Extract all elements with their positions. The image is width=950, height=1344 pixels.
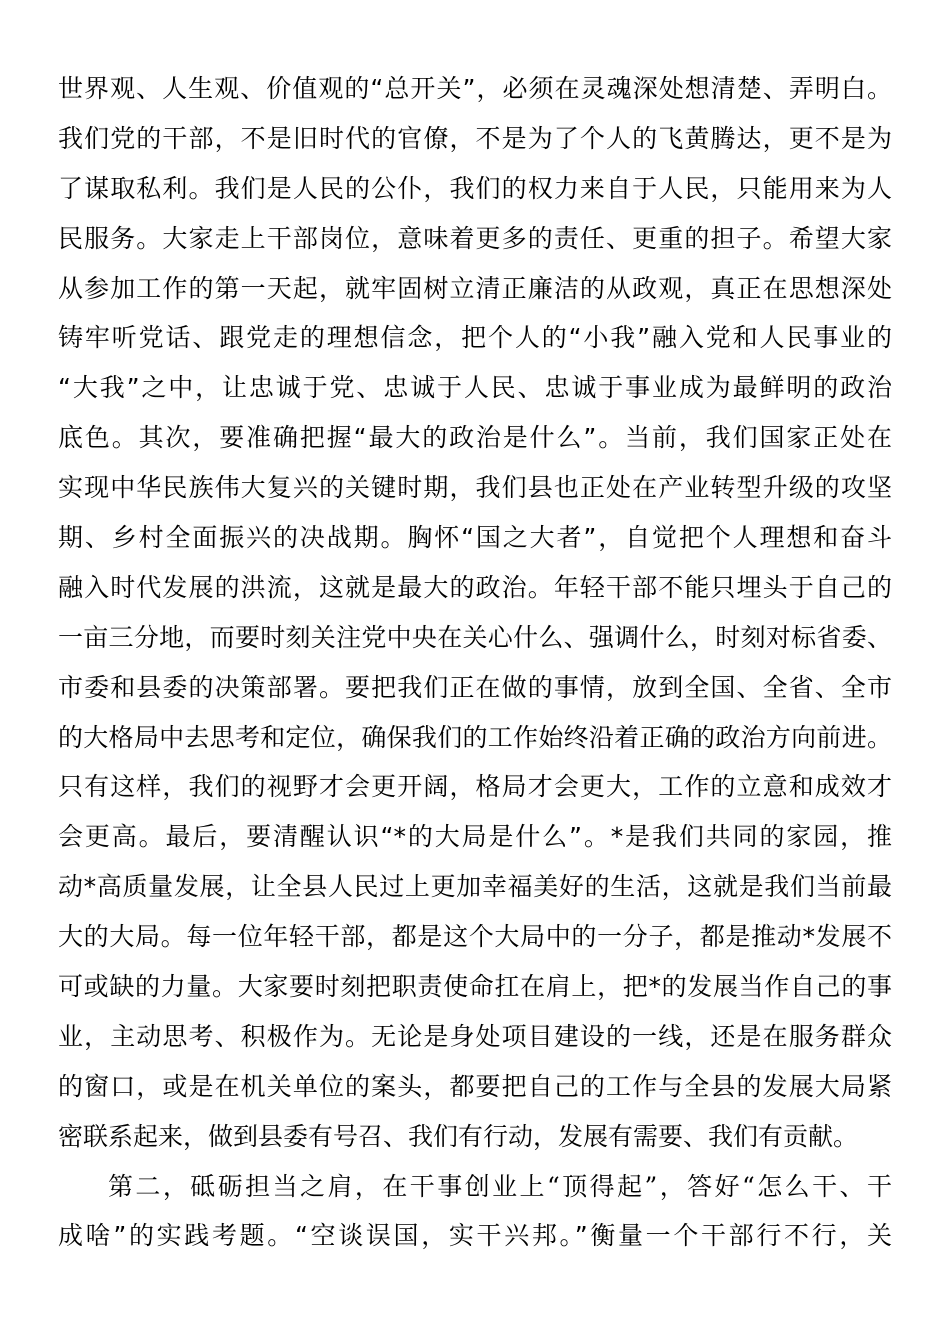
text-line: 只有这样，我们的视野才会更开阔，格局才会更大，工作的立意和成效才: [58, 772, 892, 802]
text-line: 一亩三分地，而要时刻关注党中央在关心什么、强调什么，时刻对标省委、: [58, 622, 892, 652]
text-line: 我们党的干部，不是旧时代的官僚，不是为了个人的飞黄腾达，更不是为: [58, 123, 892, 153]
text-line: 世界观、人生观、价值观的“总开关”，必须在灵魂深处想清楚、弄明白。: [58, 74, 892, 103]
text-line: 民服务。大家走上干部岗位，意味着更多的责任、更重的担子。希望大家: [58, 223, 892, 253]
text-line: 可或缺的力量。大家要时刻把职责使命扛在肩上，把*的发展当作自己的事: [58, 972, 892, 1002]
text-line: 了谋取私利。我们是人民的公仆，我们的权力来自于人民，只能用来为人: [58, 173, 892, 203]
text-line: 底色。其次，要准确把握“最大的政治是什么”。当前，我们国家正处在: [58, 423, 892, 453]
body-text: [58, 64, 892, 1261]
text-line: 会更高。最后，要清醒认识“*的大局是什么”。*是我们共同的家园，推: [58, 822, 892, 852]
text-line: 期、乡村全面振兴的决战期。胸怀“国之大者”，自觉把个人理想和奋斗: [58, 523, 892, 553]
text-line: 的大格局中去思考和定位，确保我们的工作始终沿着正确的政治方向前进。: [58, 722, 892, 752]
text-line: 铸牢听党话、跟党走的理想信念，把个人的“小我”融入党和人民事业的: [58, 323, 892, 353]
text-line: 的窗口，或是在机关单位的案头，都要把自己的工作与全县的发展大局紧: [58, 1071, 892, 1101]
text-line: 大的大局。每一位年轻干部，都是这个大局中的一分子，都是推动*发展不: [58, 922, 892, 952]
text-line: “大我”之中，让忠诚于党、忠诚于人民、忠诚于事业成为最鲜明的政治: [58, 373, 892, 403]
text-line: 融入时代发展的洪流，这就是最大的政治。年轻干部不能只埋头于自己的: [58, 572, 892, 602]
paragraph-end-line: 密联系起来，做到县委有号召、我们有行动，发展有需要、我们有贡献。: [58, 1121, 859, 1151]
text-line: 业，主动思考、积极作为。无论是身处项目建设的一线，还是在服务群众: [58, 1021, 892, 1051]
section-heading-line: 第二，砥砺担当之肩，在干事创业上“顶得起”，答好“怎么干、干: [108, 1171, 892, 1201]
text-line: 动*高质量发展，让全县人民过上更加幸福美好的生活，这就是我们当前最: [58, 872, 892, 902]
text-line: 市委和县委的决策部署。要把我们正在做的事情，放到全国、全省、全市: [58, 672, 892, 702]
text-line: 成啥”的实践考题。“空谈误国，实干兴邦。”衡量一个干部行不行，关: [58, 1221, 892, 1251]
text-line: 实现中华民族伟大复兴的关键时期，我们县也正处在产业转型升级的攻坚: [58, 473, 892, 503]
text-line: 从参加工作的第一天起，就牢固树立清正廉洁的从政观，真正在思想深处: [58, 273, 892, 303]
